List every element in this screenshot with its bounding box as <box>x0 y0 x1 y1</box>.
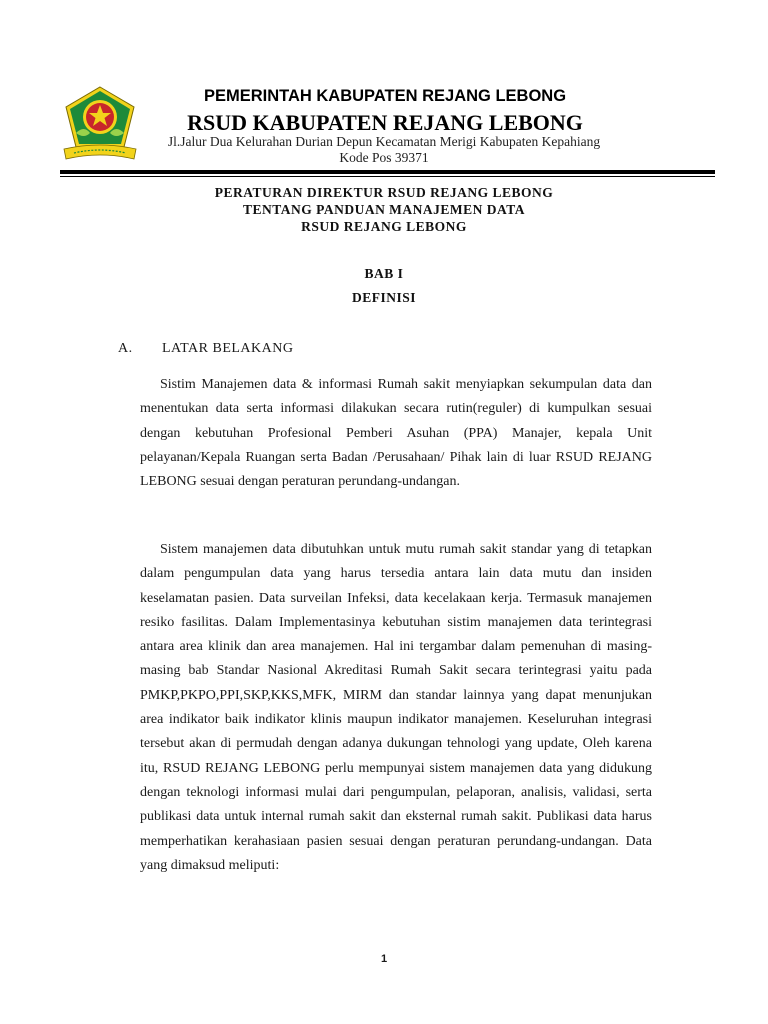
letterhead-rule-thin <box>60 176 715 177</box>
body-paragraph-2: Sistem manajemen data dibutuhkan untuk mutu rumah sakit standar yang di tetapkan dalam pengumpulan data yang harus tersedia antara lain data mutu dan insiden keselamatan pasien. Data surveilan Infeksi, data kecelakaan kerja. Termasuk manajemen resiko fasilitas. Dalam Implementasinya kebutuhan sistim manajemen data terintegrasi antara area klinik dan area manajemen. Hal ini tergambar dalam pemenuhan di masing-masing bab Standar Nasional Akreditasi Rumah Sakit secara terintegrasi yaitu pada PMKP,PKPO,PPI,SKP,KKS,MFK, MIRM dan standar lainnya yang dapat menunjukan area indikator baik indikator klinis maupun indikator manajemen. Keseluruhan integrasi tersebut akan di permudah dengan adanya dukungan tehnologi yang update, Oleh karena itu, RSUD REJANG LEBONG perlu mempunyai sistem manajemen data yang didukung dengan teknologi informasi mulai dari pengumpulan, pelaporan, analisis, validasi, serta publikasi data untuk internal rumah sakit dan eksternal rumah sakit. Publikasi data harus memperhatikan kerahasiaan pasien sesuai dengan peraturan perundang-undangan. Data yang dimaksud meliputi: <box>140 542 652 873</box>
address-block <box>134 134 634 166</box>
body-paragraph-1: Sistim Manajemen data & informasi Rumah sakit menyiapkan sekumpulan data dan menentukan data serta informasi dilakukan secara rutin(reguler) di kumpulkan sesuai dengan kebutuhan Profesional Pemberi Asuhan (PPA) Manajer, kepala Unit pelayanan/Kepala Ruangan serta Badan /Perusahaan/ Pihak lain di luar RSUD REJANG LEBONG sesuai dengan peraturan perundang-undangan. <box>140 377 652 490</box>
government-name: PEMERINTAH KABUPATEN REJANG LEBONG <box>203 87 567 105</box>
title-line-1: PERATURAN DIREKTUR RSUD REJANG LEBONG <box>214 185 554 200</box>
letterhead-rule-thick <box>60 170 715 174</box>
section-title: LATAR BELAKANG <box>162 341 294 356</box>
chapter-number: BAB I <box>364 266 404 281</box>
section-letter: A. <box>118 341 133 356</box>
address-line: Jl.Jalur Dua Kelurahan Durian Depun Kecamatan Merigi Kabupaten Kepahiang <box>167 134 601 149</box>
page-number: 1 <box>380 953 388 965</box>
hospital-name: RSUD KABUPATEN REJANG LEBONG <box>187 110 583 135</box>
postal-code: Kode Pos 39371 <box>339 150 429 165</box>
regency-emblem-logo <box>60 83 140 163</box>
document-title <box>100 184 668 235</box>
title-line-3: RSUD REJANG LEBONG <box>301 219 467 234</box>
chapter-name: DEFINISI <box>351 290 417 305</box>
title-line-2: TENTANG PANDUAN MANAJEMEN DATA <box>242 202 526 217</box>
